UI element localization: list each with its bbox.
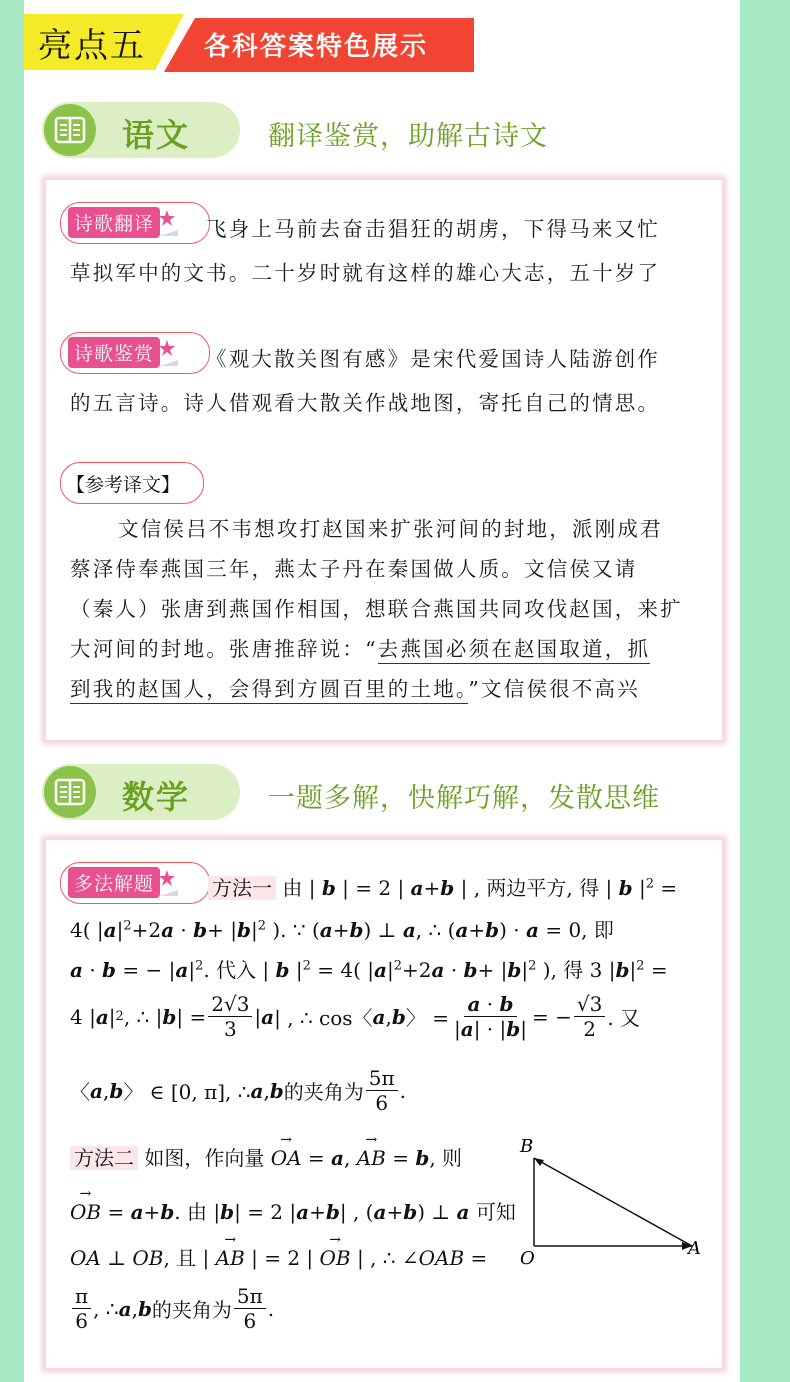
- method-one-line-1: 方法一 由 | b | = 2 | a+b | , 两边平方, 得 | b $|^2$ =: [208, 872, 677, 901]
- method-one-line-3: a · b = − $|a|^2$. 代入 | b $|^2 = 4$( $|a|^2+2a \cdot b+ |b|^2$ ), 得 3 $|b|^2$ =: [70, 958, 668, 982]
- math-answer-box: [44, 838, 724, 1370]
- method-one-line-2: 4( $|a|^2+2a \cdot b+ |b|^2$ ). ∵ (a+b) ⊥ a, ∴ (a+b) · a = 0, 即: [70, 918, 614, 942]
- subject-name: 语文: [122, 116, 191, 154]
- book-icon: [44, 104, 96, 156]
- point-o-label: O: [520, 1248, 535, 1269]
- book-icon: [44, 766, 96, 818]
- method-two-line-3: OA ⊥ OB, 且 | → AB | = 2 | → OB | , ∴ ∠OAB =: [70, 1242, 487, 1271]
- banner-right-label: 各科答案特色展示: [204, 32, 429, 62]
- method-two-line-1: 方法二 如图，作向量 → OA = a, → AB = b, 则: [70, 1142, 462, 1171]
- method-two-line-2: → OB = a+b. 由 |b| = 2 |a+b| , (a+b) ⊥ a 可知: [70, 1196, 516, 1225]
- poem-translation-label: 诗歌翻译: [68, 207, 180, 238]
- star-icon: [158, 868, 180, 898]
- point-b-label: B: [520, 1136, 534, 1157]
- banner-left-label: 亮点五: [38, 26, 146, 66]
- star-icon: [158, 338, 180, 368]
- method-two-line-4: $\frac{\pi}{6}$ , ∴ a , b 的夹角为 $\frac{5\pi}{6}$ .: [70, 1284, 274, 1333]
- point-a-label: A: [688, 1238, 701, 1259]
- subject-header-chinese: [42, 102, 242, 158]
- poem-appreciation-label: 诗歌鉴赏: [68, 337, 180, 368]
- subject-header-math: [42, 764, 242, 820]
- method-one-line-4: 4 | a | 2 , ∴ | b | = $\frac{2√3}{3}$ | a | , ∴ cos〈 a , b 〉 = $\frac{a \cdot b}{|a| \cdot |b|}$ = − $\frac{√3}{2}$ . 又: [70, 992, 641, 1041]
- chinese-answer-box: 诗歌翻译 飞身上马前去奋击猖狂的胡虏，下得马来又忙 草拟军中的文书。二十岁时就有这样的雄心大志，五十岁了 诗歌鉴赏 《观大散关图有感》是宋代爱国诗人陆游创作 的五言诗。诗人借观看大散关作战地图，寄托自己的情思。 【参考译文】 文信侯吕不韦想攻打赵国来扩张河间的封地，派刚成君 蔡泽侍奉燕国三年，燕太子丹在秦国做人质。文信侯又请 （秦人）张唐到燕国作相国，想联合燕国共同攻伐赵国，来扩 大河间的封地。张唐推辞说：“去燕国必须在赵国取道，抓 到我的赵国人，会得到方圆百里的土地。”文信侯很不高兴: [44, 178, 724, 742]
- triangle-diagram: [516, 1132, 706, 1272]
- subject-tagline: 一题多解，快解巧解，发散思维: [268, 783, 660, 814]
- subject-tagline: 翻译鉴赏，助解古诗文: [268, 121, 548, 152]
- highlight-banner: [24, 14, 484, 70]
- reference-line-5: 到我的赵国人，会得到方圆百里的土地。”文信侯很不高兴: [70, 672, 640, 702]
- reference-translation-label: 【参考译文】: [66, 474, 181, 496]
- method-one-line-5: 〈 a , b 〉 ∈ [0, π], ∴ a , b 的夹角为 $\frac{5\pi}{6}$ .: [70, 1066, 407, 1115]
- reference-line-4: 大河间的封地。张唐推辞说：“去燕国必须在赵国取道，抓: [70, 632, 650, 662]
- multi-method-label: 多法解题: [68, 867, 180, 898]
- star-icon: [158, 208, 180, 238]
- subject-name: 数学: [122, 778, 191, 816]
- page: [24, 0, 740, 1382]
